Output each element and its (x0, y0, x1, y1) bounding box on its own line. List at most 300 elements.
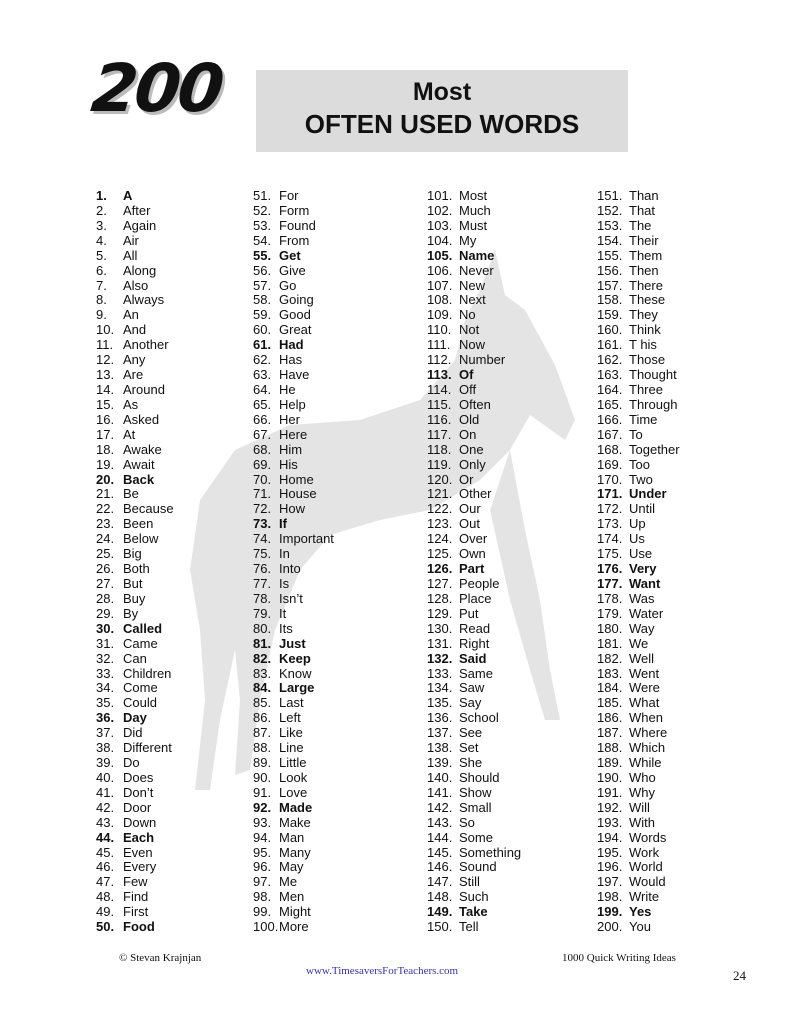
word-text: Along (123, 262, 157, 278)
word-text: Door (123, 799, 152, 815)
word-text: Our (459, 501, 481, 517)
word-entry (427, 546, 521, 561)
word-entry (597, 800, 680, 815)
word-number: 73. (253, 516, 272, 532)
word-entry (96, 606, 174, 621)
word-entry (427, 755, 521, 770)
word-entry (96, 695, 174, 710)
word-entry (427, 278, 521, 293)
word-entry (253, 427, 334, 442)
word-entry (597, 606, 680, 621)
word-entry (597, 770, 680, 785)
word-number: 189. (597, 755, 623, 771)
word-entry (597, 845, 680, 860)
word-number: 181. (597, 635, 623, 651)
word-text: Found (279, 217, 316, 233)
word-number: 146. (427, 859, 453, 875)
word-entry (597, 889, 680, 904)
word-entry (96, 412, 174, 427)
word-number: 190. (597, 769, 623, 785)
word-text: Come (123, 680, 158, 696)
word-entry (427, 352, 521, 367)
word-number: 36. (96, 710, 115, 726)
word-number: 132. (427, 650, 453, 666)
word-entry (427, 292, 521, 307)
word-number: 67. (253, 426, 272, 442)
word-number: 1. (96, 188, 107, 203)
word-entry (253, 472, 334, 487)
word-number: 70. (253, 471, 272, 487)
word-entry (597, 919, 680, 934)
word-text: Them (629, 247, 663, 263)
word-text: Both (123, 561, 150, 577)
word-text: T his (629, 337, 657, 353)
word-number: 200. (597, 919, 623, 935)
word-entry (253, 218, 334, 233)
word-text: Part (459, 561, 485, 577)
word-entry (96, 382, 174, 397)
word-number: 44. (96, 829, 115, 845)
word-number: 197. (597, 874, 623, 890)
word-entry (597, 412, 680, 427)
word-entry (597, 651, 680, 666)
word-entry (597, 666, 680, 681)
word-number: 33. (96, 665, 115, 681)
word-number: 81. (253, 635, 272, 651)
word-text: Are (123, 367, 144, 383)
word-text: Know (279, 665, 312, 681)
word-entry (427, 740, 521, 755)
word-text: Had (279, 337, 304, 353)
word-number: 113. (427, 367, 452, 383)
word-entry (253, 710, 334, 725)
word-text: First (123, 904, 149, 920)
word-text: What (629, 695, 660, 711)
word-number: 28. (96, 590, 115, 606)
word-text: Up (629, 516, 646, 532)
word-text: Great (279, 322, 312, 338)
word-entry (96, 248, 174, 263)
word-entry (253, 874, 334, 889)
word-number: 43. (96, 814, 115, 830)
word-number: 142. (427, 799, 453, 815)
word-text: How (279, 501, 306, 517)
word-number: 196. (597, 859, 623, 875)
word-text: Last (279, 695, 304, 711)
word-text: For (279, 188, 299, 203)
word-number: 172. (597, 501, 623, 517)
word-entry (427, 486, 521, 501)
word-text: Large (279, 680, 315, 696)
word-text: Look (279, 769, 308, 785)
word-number: 139. (427, 755, 453, 771)
word-number: 63. (253, 367, 272, 383)
word-entry (597, 561, 680, 576)
word-entry (253, 680, 334, 695)
word-entry (597, 680, 680, 695)
word-entry (597, 292, 680, 307)
word-text: Number (459, 352, 506, 368)
word-entry (96, 531, 174, 546)
word-entry (253, 725, 334, 740)
word-text: If (279, 516, 287, 532)
word-text: Some (459, 829, 493, 845)
word-text: We (629, 635, 649, 651)
word-text: Always (123, 292, 165, 308)
word-number: 129. (427, 605, 453, 621)
word-entry (597, 442, 680, 457)
word-number: 179. (597, 605, 623, 621)
word-text: Buy (123, 590, 146, 606)
word-text: Will (629, 799, 650, 815)
word-entry (253, 830, 334, 845)
word-text: Help (279, 396, 306, 412)
word-text: Which (629, 740, 666, 756)
word-text: When (629, 710, 663, 726)
word-text: Men (279, 889, 305, 905)
word-text: Give (279, 262, 306, 278)
word-entry (96, 919, 174, 934)
word-number: 120. (427, 471, 453, 487)
word-text: Much (459, 202, 491, 218)
word-entry (427, 382, 521, 397)
word-entry (96, 307, 174, 322)
word-text: Most (459, 188, 488, 203)
word-number: 107. (427, 277, 453, 293)
word-number: 103. (427, 217, 453, 233)
word-entry (96, 904, 174, 919)
footer-url-link[interactable]: www.TimesaversForTeachers.com (306, 965, 459, 977)
word-entry (427, 248, 521, 263)
word-entry (597, 501, 680, 516)
word-entry (427, 680, 521, 695)
word-number: 34. (96, 680, 115, 696)
word-number: 7. (96, 277, 107, 293)
word-text: Write (629, 889, 660, 905)
word-number: 169. (597, 456, 623, 472)
word-entry (597, 830, 680, 845)
word-text: Where (629, 725, 668, 741)
word-text: Show (459, 784, 492, 800)
word-text: They (629, 307, 658, 323)
word-entry (427, 516, 521, 531)
word-number: 6. (96, 262, 107, 278)
word-entry (96, 770, 174, 785)
word-text: Came (123, 635, 158, 651)
word-text: Into (279, 561, 301, 577)
word-text: Very (629, 561, 657, 577)
word-text: Her (279, 411, 300, 427)
word-text: Different (123, 740, 172, 756)
word-entry (597, 427, 680, 442)
word-text: His (279, 456, 298, 472)
word-number: 96. (253, 859, 272, 875)
word-number: 164. (597, 381, 623, 397)
title-box (256, 70, 628, 152)
word-entry (96, 680, 174, 695)
word-text: Could (123, 695, 157, 711)
word-entry (253, 695, 334, 710)
word-number: 4. (96, 232, 107, 248)
word-number: 41. (96, 784, 115, 800)
word-text: Made (279, 799, 313, 815)
word-text: Such (459, 889, 489, 905)
word-number: 3. (96, 217, 107, 233)
word-number: 171. (597, 486, 623, 502)
word-number: 156. (597, 262, 623, 278)
word-entry (427, 576, 521, 591)
word-number: 122. (427, 501, 453, 517)
word-entry (253, 904, 334, 919)
word-text: Time (629, 411, 658, 427)
word-text: Each (123, 829, 155, 845)
word-entry (597, 457, 680, 472)
word-number: 53. (253, 217, 272, 233)
word-number: 100. (253, 919, 279, 935)
word-text: Place (459, 590, 492, 606)
word-number: 111. (427, 337, 451, 353)
word-entry (253, 546, 334, 561)
word-number: 161. (597, 337, 623, 353)
word-text: While (629, 755, 662, 771)
word-entry (96, 785, 174, 800)
word-number: 16. (96, 411, 115, 427)
word-entry (427, 830, 521, 845)
word-number: 14. (96, 381, 115, 397)
word-entry (597, 755, 680, 770)
word-text: Same (459, 665, 493, 681)
word-number: 35. (96, 695, 115, 711)
word-number: 19. (96, 456, 115, 472)
word-text: Going (279, 292, 314, 308)
word-entry (253, 382, 334, 397)
word-number: 123. (427, 516, 453, 532)
word-entry (597, 591, 680, 606)
word-number: 147. (427, 874, 453, 890)
word-entry (427, 457, 521, 472)
word-number: 149. (427, 904, 453, 920)
word-number: 157. (597, 277, 623, 293)
word-entry (253, 770, 334, 785)
word-number: 78. (253, 590, 272, 606)
word-entry (597, 233, 680, 248)
word-text: From (279, 232, 310, 248)
word-number: 21. (96, 486, 115, 502)
word-entry (253, 889, 334, 904)
word-number: 180. (597, 620, 623, 636)
word-number: 183. (597, 665, 623, 681)
word-text: Few (123, 874, 148, 890)
word-number: 150. (427, 919, 453, 935)
word-text: Now (459, 337, 486, 353)
word-number: 17. (96, 426, 115, 442)
word-entry (253, 352, 334, 367)
word-text: Do (123, 755, 140, 771)
word-number: 64. (253, 381, 272, 397)
word-text: There (629, 277, 663, 293)
word-text: Use (629, 546, 653, 562)
word-text: Awake (123, 441, 162, 457)
word-text: Read (459, 620, 491, 636)
word-entry (96, 845, 174, 860)
word-text: Because (123, 501, 174, 517)
word-number: 97. (253, 874, 272, 890)
word-entry (96, 740, 174, 755)
word-entry (96, 367, 174, 382)
word-number: 188. (597, 740, 623, 756)
word-entry (427, 710, 521, 725)
word-number: 18. (96, 441, 115, 457)
word-entry (427, 397, 521, 412)
word-text: Day (123, 710, 147, 726)
word-number: 126. (427, 561, 453, 577)
word-entry (427, 501, 521, 516)
word-entry (597, 278, 680, 293)
word-entry (427, 651, 521, 666)
word-entry (427, 606, 521, 621)
word-number: 24. (96, 531, 115, 547)
word-entry (253, 412, 334, 427)
word-entry (253, 367, 334, 382)
word-entry (96, 292, 174, 307)
word-text: Back (123, 471, 155, 487)
word-entry (427, 322, 521, 337)
word-number: 173. (597, 516, 623, 532)
word-text: My (459, 232, 477, 248)
word-entry (96, 621, 174, 636)
word-text: He (279, 381, 296, 397)
word-text: Say (459, 695, 482, 711)
word-entry (253, 859, 334, 874)
word-number: 199. (597, 904, 623, 920)
word-text: Out (459, 516, 480, 532)
word-entry (96, 561, 174, 576)
word-entry (427, 621, 521, 636)
word-number: 51. (253, 188, 272, 203)
word-entry (253, 307, 334, 322)
word-number: 170. (597, 471, 623, 487)
word-number: 119. (427, 456, 452, 472)
word-text: Us (629, 531, 645, 547)
word-text: To (629, 426, 643, 442)
word-text: Of (459, 367, 474, 383)
word-entry (96, 457, 174, 472)
word-text: Was (629, 590, 655, 606)
word-text: And (123, 322, 147, 338)
word-number: 153. (597, 217, 623, 233)
word-text: Off (459, 381, 477, 397)
word-text: Don’t (123, 784, 154, 800)
word-number: 55. (253, 247, 272, 263)
word-text: Right (459, 635, 490, 651)
word-entry (597, 740, 680, 755)
word-entry (96, 218, 174, 233)
word-number: 160. (597, 322, 623, 338)
word-number: 82. (253, 650, 272, 666)
word-entry (597, 546, 680, 561)
word-text: Children (123, 665, 172, 681)
word-text: Line (279, 740, 304, 756)
word-entry (96, 233, 174, 248)
word-number: 165. (597, 396, 623, 412)
word-text: Just (279, 635, 306, 651)
word-number: 148. (427, 889, 453, 905)
word-text: Down (123, 814, 157, 830)
word-text: Asked (123, 411, 160, 427)
word-text: Never (459, 262, 494, 278)
word-number: 66. (253, 411, 272, 427)
word-entry (597, 352, 680, 367)
word-number: 193. (597, 814, 623, 830)
word-text: Love (279, 784, 308, 800)
word-entry (597, 576, 680, 591)
word-entry (96, 800, 174, 815)
deer-watermark-icon (180, 247, 600, 810)
word-text: Put (459, 605, 479, 621)
word-text: Keep (279, 650, 311, 666)
word-text: An (123, 307, 139, 323)
word-text: Work (629, 844, 660, 860)
word-number: 141. (427, 784, 453, 800)
word-number: 177. (597, 575, 623, 591)
word-entry (597, 904, 680, 919)
word-text: Often (459, 396, 491, 412)
big-number-200: 200 (87, 50, 225, 127)
word-entry (253, 263, 334, 278)
word-text: Left (279, 710, 301, 726)
word-number: 54. (253, 232, 272, 248)
word-text: Old (459, 411, 480, 427)
word-column-2 (253, 188, 334, 934)
word-text: Every (123, 859, 157, 875)
word-text: She (459, 755, 483, 771)
word-text: Why (629, 784, 655, 800)
word-text: By (123, 605, 139, 621)
word-number: 87. (253, 725, 272, 741)
word-entry (96, 651, 174, 666)
word-number: 182. (597, 650, 623, 666)
word-number: 175. (597, 546, 623, 562)
word-number: 65. (253, 396, 272, 412)
word-text: Another (123, 337, 169, 353)
word-number: 45. (96, 844, 115, 860)
word-text: Called (123, 620, 163, 636)
word-entry (253, 815, 334, 830)
word-number: 109. (427, 307, 453, 323)
word-text: Important (279, 531, 334, 547)
word-entry (597, 337, 680, 352)
word-number: 195. (597, 844, 623, 860)
word-entry (96, 546, 174, 561)
word-text: Does (123, 769, 154, 785)
word-number: 69. (253, 456, 272, 472)
word-entry (96, 859, 174, 874)
word-number: 8. (96, 292, 107, 308)
word-entry (96, 830, 174, 845)
word-entry (597, 263, 680, 278)
word-entry (253, 248, 334, 263)
word-number: 152. (597, 202, 623, 218)
word-number: 127. (427, 575, 453, 591)
page-number: 24 (733, 968, 746, 983)
word-text: People (459, 575, 500, 591)
word-text: As (123, 396, 139, 412)
word-entry (253, 457, 334, 472)
word-number: 94. (253, 829, 272, 845)
word-number: 77. (253, 575, 272, 591)
word-number: 5. (96, 247, 107, 263)
word-text: With (629, 814, 655, 830)
